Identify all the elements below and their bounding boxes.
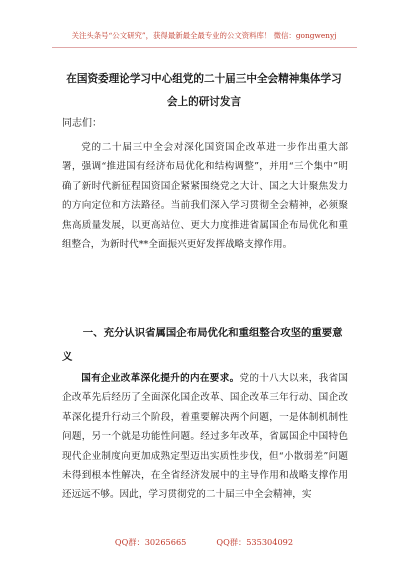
footer-qq-group-2: QQ群：535304092 [216,537,294,547]
section-paragraph [62,369,348,505]
intro-paragraph: 党的二十届三中全会对深化国资国企改革进一步作出重大部署，强调“推进国有经济布局优化和结构调整”，并用“三个集中”明确了新时代新征程国资国企紧紧围绕党之大计、国之大计聚焦发力的方向定位和方法路径。当前我们深入学习贯彻全会精神，必须聚焦高质量发展，以更高站位、更大力度推进省属国企布局优化和重组整合，为新时代**全面振兴更好发挥战略支撑作用。 [62,142,348,251]
footer-contact [0,537,408,548]
header-notice: 关注头条号“公文研究”，获得最新最全最专业的公文资料库！ 微信：gongwenyj [71,31,337,40]
document-title: 在国资委理论学习中心组党的二十届三中全会精神集体学习会上的研讨发言 [66,73,342,108]
section-paragraph-text: 党的十八大以来，我省国企改革先后经历了全面深化国企改革、国企改革三年行动、国企改革深化提升行动三个阶段，着重要解决两个问题，一是体制机制性问题，另一个就是功能性问题。经过多年改革，省属国企中国特色现代企业制度向更加成熟定型迈出实质性步伐，但“小散弱差”问题未得到根本性解决，在全省经济发展中的主导作用和战略支撑作用还远远不够。因此，学习贯彻党的二十届三中全会精神，实 [62,373,349,501]
section-heading: 一、充分认识省属国企布局优化和重组整合攻坚的重要意义 [62,327,343,363]
footer-qq-group-1: QQ群：30265665 [114,537,187,547]
salutation: 同志们： [62,118,102,129]
section-lead-sentence: 国有企业改革深化提升的内在要求。 [81,373,240,384]
header-divider [52,47,357,48]
